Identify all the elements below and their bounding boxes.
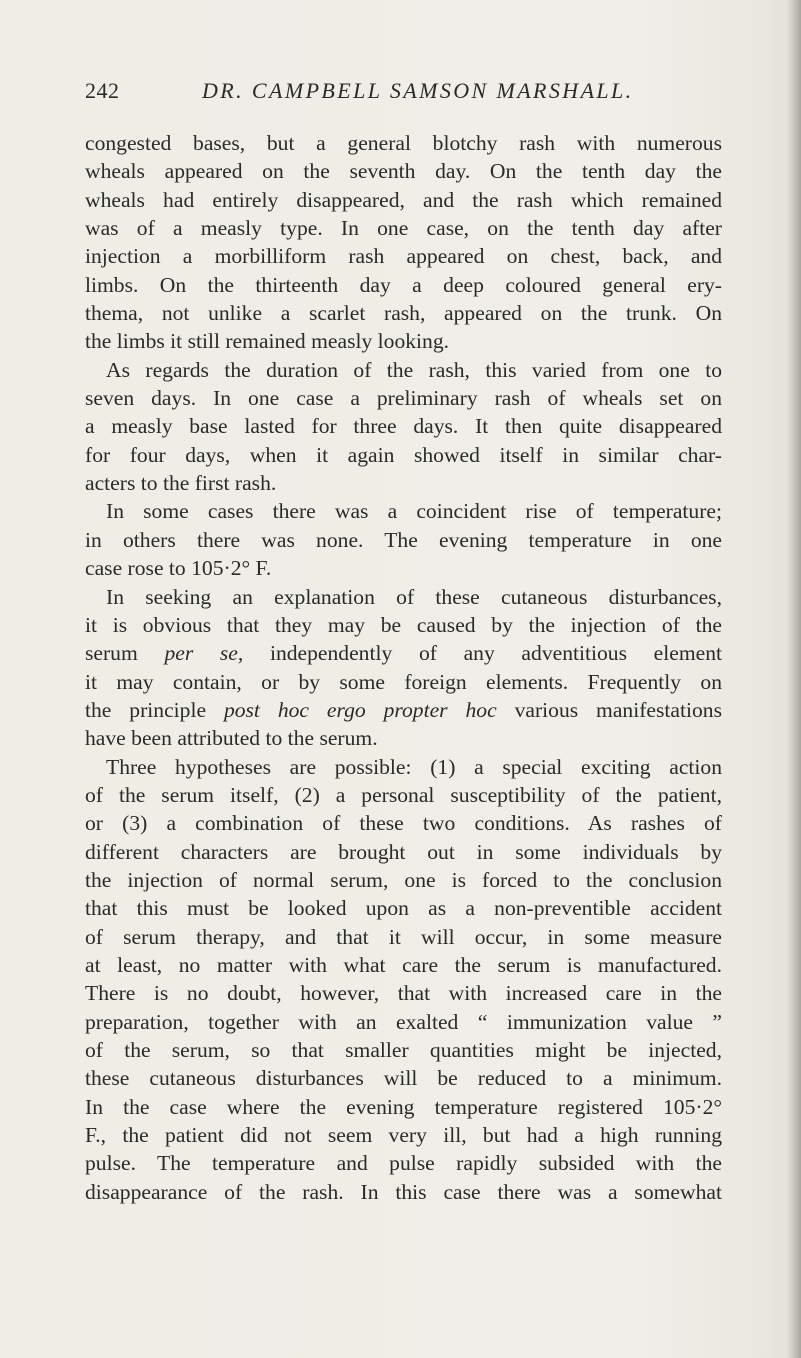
text-line: a measly base lasted for three days. It then quite disappeared [85, 414, 722, 439]
text-line: In seeking an explanation of these cutaneous disturbances, [106, 584, 722, 609]
text-segment: the principle [85, 697, 224, 722]
text-line: limbs. On the thirteenth day a deep coloured general ery- [85, 272, 722, 297]
text-line: acters to the first rash. [85, 471, 277, 496]
text-line: preparation, together with an exalted “ immunization value ” [85, 1009, 722, 1034]
text-line: seven days. In one case a preliminary rash of wheals set on [85, 386, 722, 411]
text-line: In the case where the evening temperature registered 105·2° [85, 1094, 722, 1119]
text-line: There is no doubt, however, that with increased care in the [85, 981, 722, 1006]
text-line: injection a morbilliform rash appeared on chest, back, and [85, 244, 722, 269]
text-line: the limbs it still remained measly looking. [85, 329, 450, 354]
italic-phrase: post hoc ergo propter hoc [223, 697, 497, 722]
text-line: have been attributed to the serum. [85, 726, 378, 751]
text-line: these cutaneous disturbances will be reduced to a minimum. [85, 1066, 722, 1091]
text-line [85, 696, 722, 724]
text-line: Three hypotheses are possible: (1) a special exciting action [106, 754, 722, 779]
running-head: DR. CAMPBELL SAMSON MARSHALL. [202, 78, 634, 103]
text-line: wheals had entirely disappeared, and the rash which remained [85, 187, 722, 212]
page-edge-shadow [787, 0, 801, 1358]
text-line: was of a measly type. In one case, on the tenth day after [85, 216, 722, 241]
text-line: of serum therapy, and that it will occur, in some measure [85, 924, 722, 949]
text-line: it is obvious that they may be caused by the injection of the [85, 612, 722, 637]
text-line: As regards the duration of the rash, this varied from one to [106, 357, 722, 382]
text-line: that this must be looked upon as a non-preventible accident [85, 896, 722, 921]
text-line: disappearance of the rash. In this case there was a somewhat [85, 1179, 722, 1204]
text-line: F., the patient did not seem very ill, but had a high running [85, 1123, 722, 1148]
text-line: in others there was none. The evening temperature in one [85, 527, 722, 552]
text-line: wheals appeared on the seventh day. On the tenth day the [85, 159, 722, 184]
text-line [85, 639, 722, 667]
text-line: In some cases there was a coincident rise of temperature; [106, 499, 722, 524]
text-line: pulse. The temperature and pulse rapidly subsided with the [85, 1151, 722, 1176]
text-line: case rose to 105·2° F. [85, 556, 272, 581]
page-header [85, 78, 725, 108]
text-line: of the serum itself, (2) a personal susceptibility of the patient, [85, 782, 722, 807]
text-segment: independently of any adventitious element [243, 641, 722, 666]
text-line: of the serum, so that smaller quantities might be injected, [85, 1038, 722, 1062]
text-segment: serum [85, 641, 165, 666]
text-line: the injection of normal serum, one is forced to the conclusion [85, 867, 722, 892]
text-line: at least, no matter with what care the serum is manufactured. [85, 952, 722, 977]
text-line: for four days, when it again showed itself in similar char- [85, 442, 722, 467]
italic-phrase: per se, [164, 641, 244, 666]
text-line: congested bases, but a general blotchy rash with numerous [85, 131, 722, 155]
text-line: different characters are brought out in some individuals by [85, 839, 722, 864]
page-number: 242 [85, 78, 120, 103]
body-text [85, 129, 722, 1206]
text-line: thema, not unlike a scarlet rash, appeared on the trunk. On [85, 301, 722, 326]
text-line: it may contain, or by some foreign elements. Frequently on [85, 669, 722, 694]
text-segment: various manifestations [496, 697, 722, 722]
text-line: or (3) a combination of these two conditions. As rashes of [85, 811, 722, 836]
